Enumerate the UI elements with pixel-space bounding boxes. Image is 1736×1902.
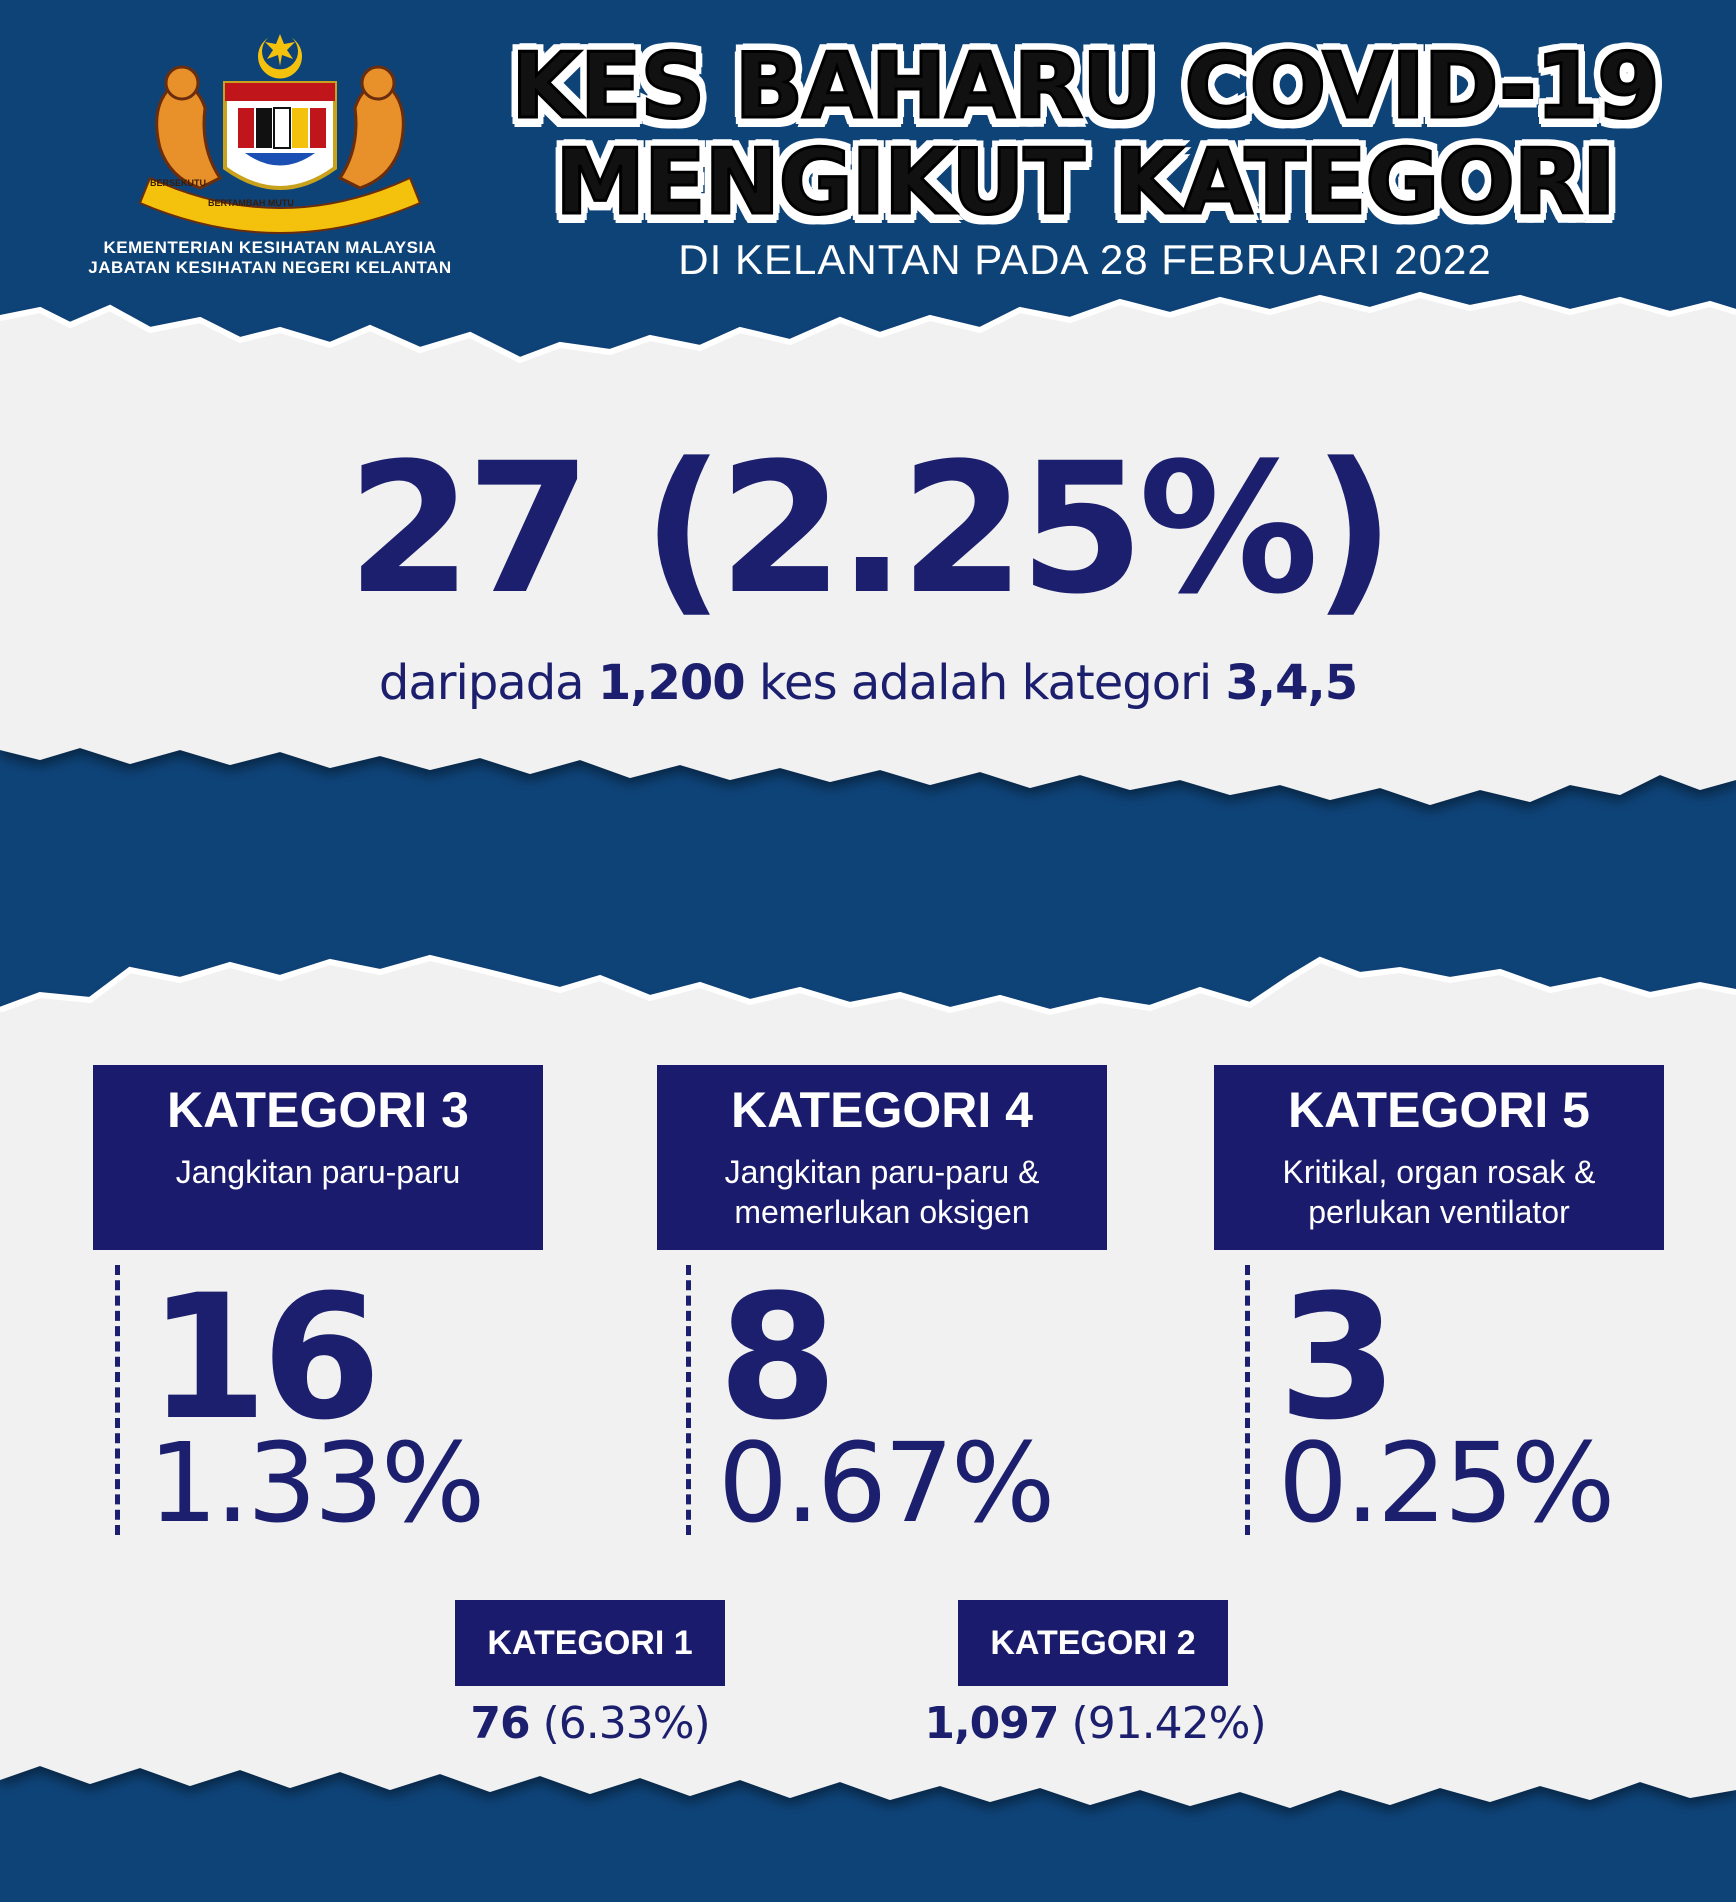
category-5-divider [1245, 1265, 1250, 1535]
page-subtitle: DI KELANTAN PADA 28 FEBRUARI 2022 [678, 236, 1492, 283]
category-4-desc-line2: memerlukan oksigen [734, 1194, 1030, 1230]
total-severe-cases: 27 (2.25%) [346, 425, 1390, 634]
department-name: JABATAN KESIHATAN NEGERI KELANTAN [88, 258, 452, 277]
caption-total: 1,200 [597, 655, 745, 711]
category-2-value [880, 1698, 1310, 1749]
category-5-box [1214, 1065, 1664, 1250]
category-5-percent: 0.25% [1278, 1419, 1613, 1547]
crest-motto-center: BERTAMBAH MUTU [208, 198, 294, 208]
category-3-divider [115, 1265, 120, 1535]
category-2-box: KATEGORI 2 [958, 1600, 1228, 1686]
category-3-title: KATEGORI 3 [167, 1082, 469, 1138]
category-5-title: KATEGORI 5 [1288, 1082, 1590, 1138]
category-4-count: 8 [718, 1257, 832, 1458]
ministry-name: KEMENTERIAN KESIHATAN MALAYSIA [103, 238, 437, 257]
category-3-desc-line1: Jangkitan paru-paru [175, 1154, 461, 1190]
category-4-percent: 0.67% [718, 1419, 1053, 1547]
category-5-desc-line2: perlukan ventilator [1308, 1194, 1570, 1230]
category-5-desc-line1: Kritikal, organ rosak & [1282, 1154, 1596, 1190]
category-4-title: KATEGORI 4 [731, 1082, 1033, 1138]
category-3-percent: 1.33% [148, 1419, 483, 1547]
category-1-value [400, 1698, 780, 1749]
page-title-line2: MENGIKUT KATEGORI [555, 130, 1615, 235]
category-2-percent: (91.42%) [1071, 1698, 1266, 1749]
category-1-percent: (6.33%) [542, 1698, 710, 1749]
category-4-desc-line1: Jangkitan paru-paru & [724, 1154, 1040, 1190]
caption-middle: kes adalah kategori [758, 655, 1212, 711]
category-4-divider [686, 1265, 691, 1535]
caption-categories: 3,4,5 [1225, 655, 1358, 711]
page-title-line1: KES BAHARU COVID-19 [511, 34, 1659, 139]
caption-prefix: daripada [378, 655, 584, 711]
category-5-count: 3 [1278, 1257, 1392, 1458]
category-4-box [657, 1065, 1107, 1250]
category-3-box [93, 1065, 543, 1250]
category-1-count: 76 [470, 1698, 530, 1749]
category-2-count: 1,097 [924, 1698, 1059, 1749]
category-3-count: 16 [148, 1257, 376, 1458]
total-severe-cases-caption [0, 655, 1736, 711]
category-1-box: KATEGORI 1 [455, 1600, 725, 1686]
crest-motto-left: BERSEKUTU [150, 178, 207, 188]
